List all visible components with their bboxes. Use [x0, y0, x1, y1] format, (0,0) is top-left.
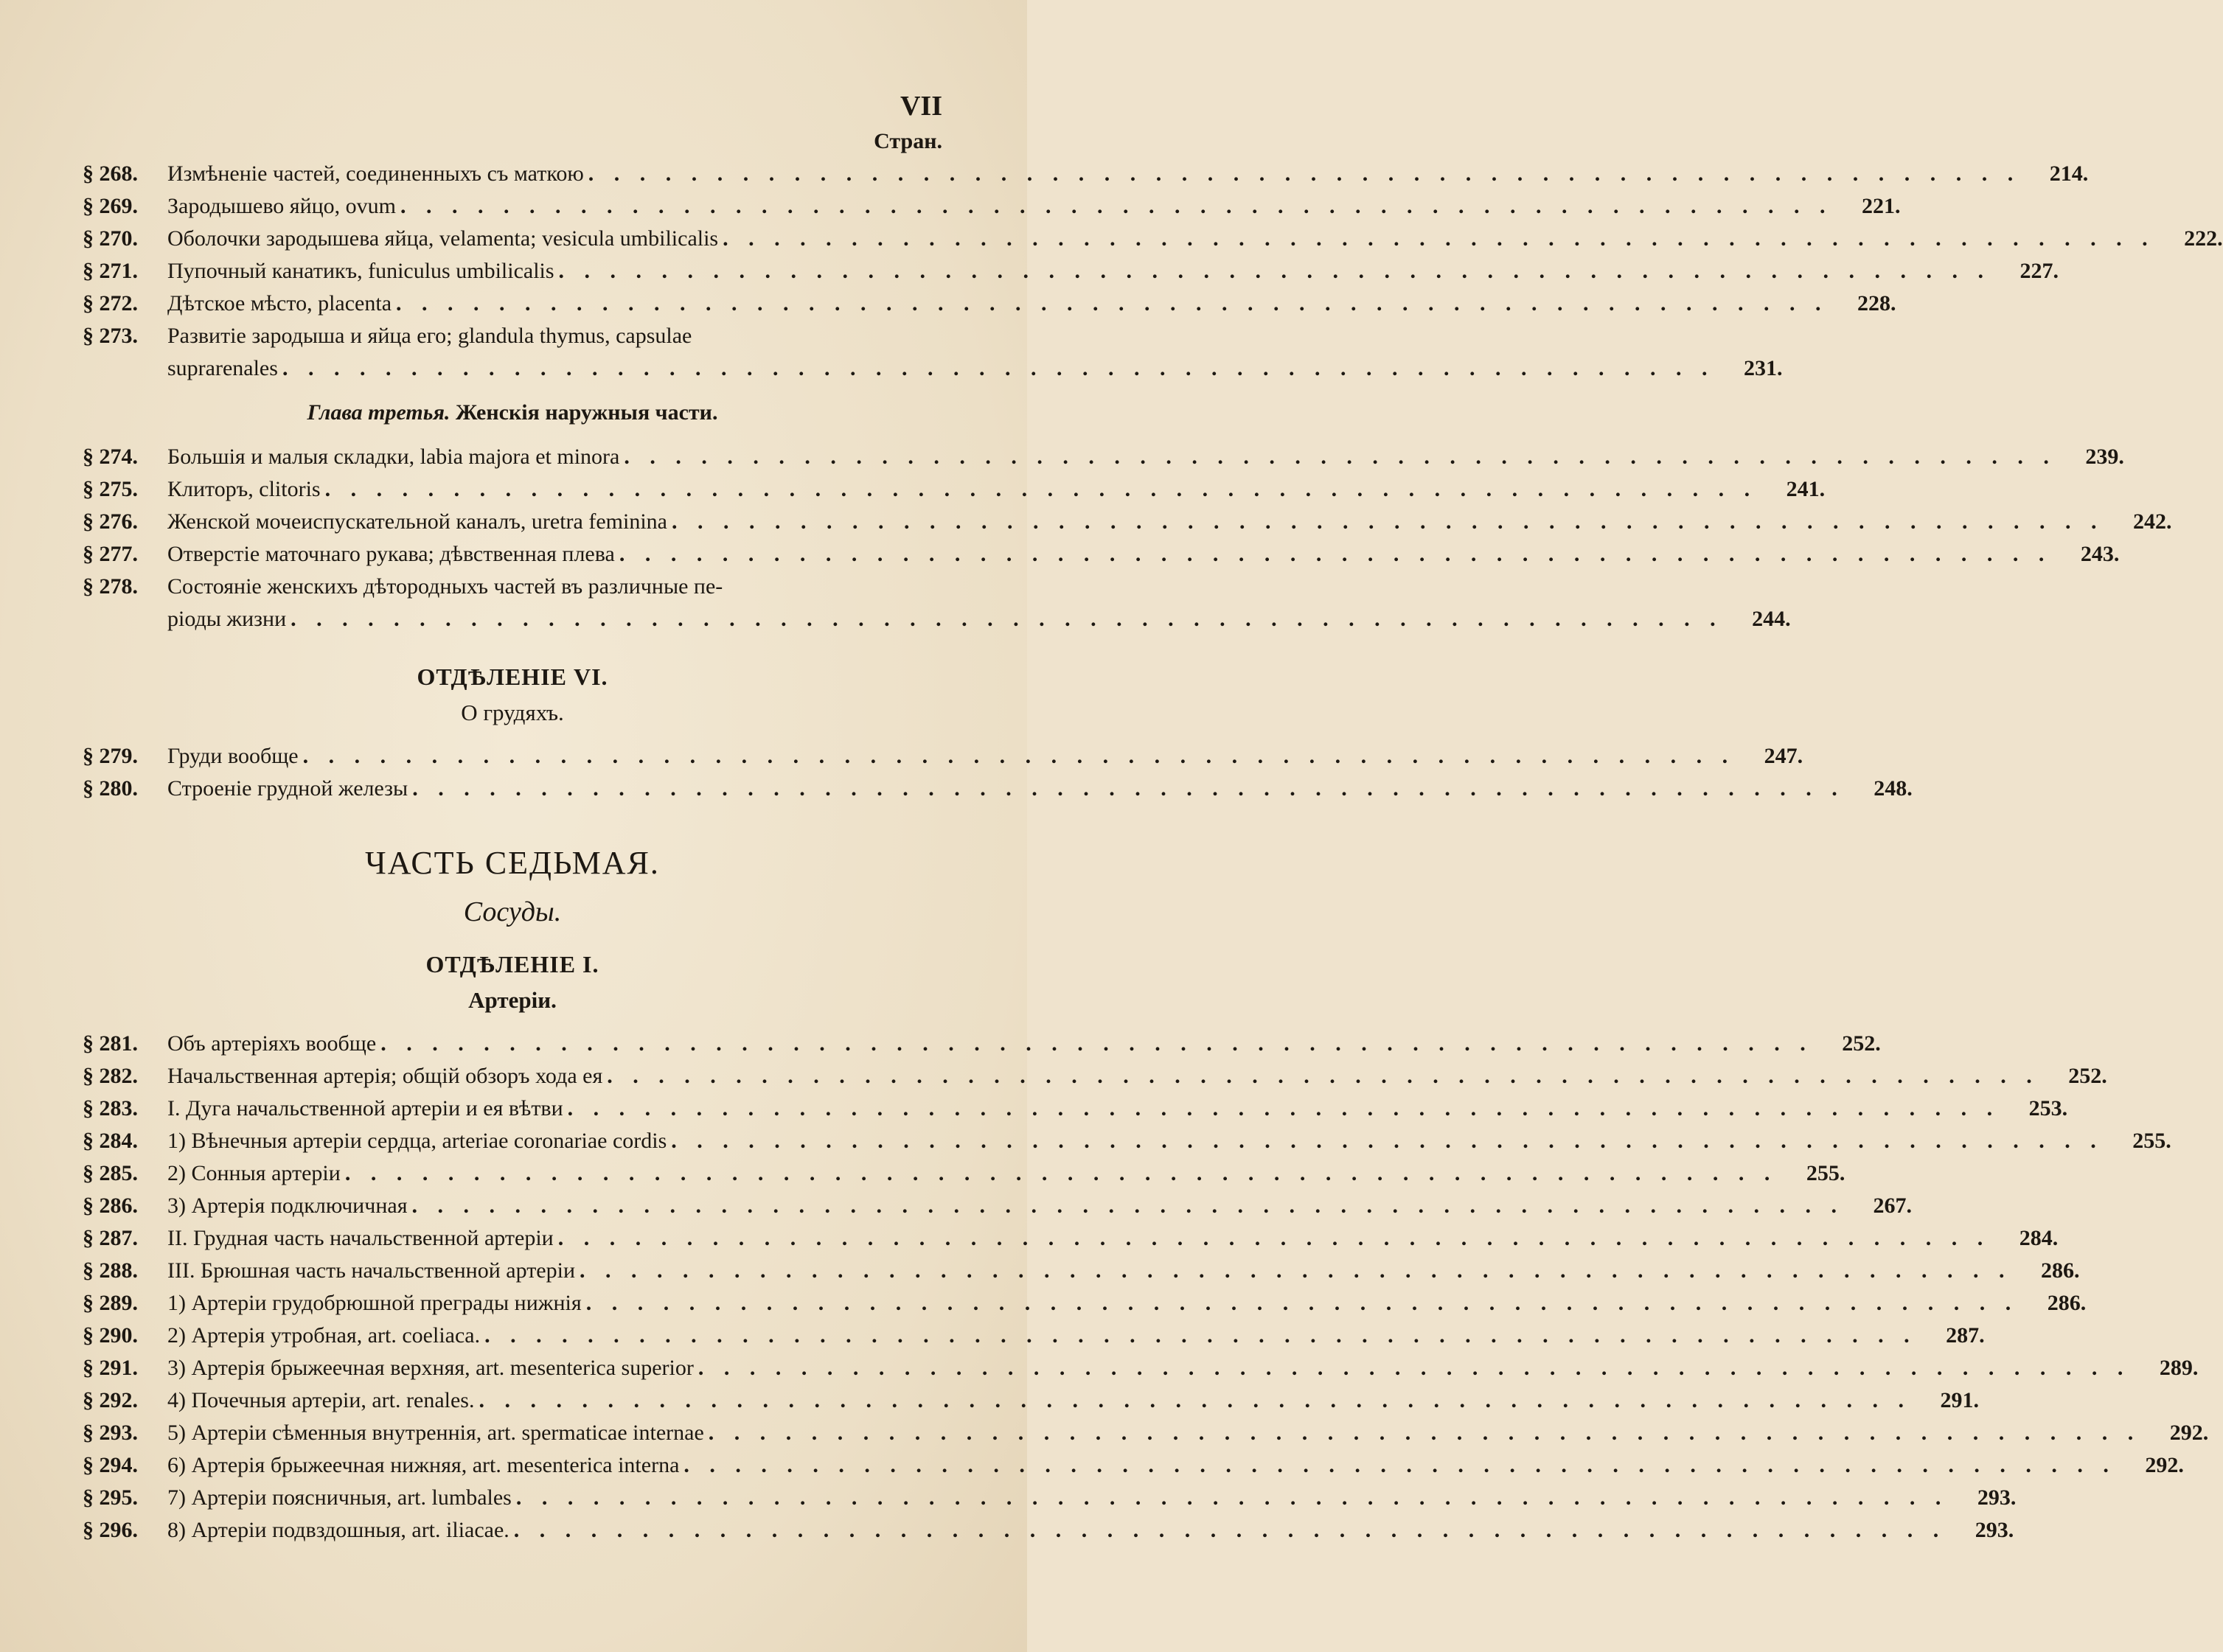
toc-entry	[83, 1222, 2059, 1255]
dot-leader	[376, 1028, 1817, 1060]
entry-page: 214.	[2049, 161, 2089, 186]
entry-page: 289.	[2159, 1356, 2199, 1380]
dot-leader	[396, 190, 1837, 223]
toc-entry	[83, 223, 2223, 255]
entry-title: Зародышево яйцо, ovum	[167, 194, 397, 218]
toc-entry	[83, 1514, 2014, 1547]
entry-title: Отверстіе маточнаго рукава; дѣвственная плева	[167, 542, 615, 566]
section-number: § 269.	[83, 194, 138, 218]
toc-entry	[83, 538, 2120, 571]
section-number: § 279.	[83, 744, 138, 768]
toc-entry	[83, 190, 1901, 223]
entry-page: 239.	[2085, 445, 2124, 469]
entry-page: 255.	[1806, 1161, 1845, 1185]
section-number: § 268.	[83, 161, 138, 186]
dot-leader	[474, 1384, 1916, 1417]
section-number: § 289.	[83, 1291, 138, 1315]
section-number: § 273.	[83, 324, 138, 348]
entry-title: Строеніе грудной железы	[167, 776, 408, 801]
entry-page: 287.	[1946, 1323, 1985, 1348]
toc-entry	[83, 320, 1783, 385]
entry-page: 286.	[2041, 1258, 2080, 1283]
entry-title: 2) Артерія утробная, art. coeliaca.	[167, 1323, 481, 1348]
dot-leader	[615, 538, 2056, 571]
toc-entry	[83, 1482, 2017, 1514]
chapter-heading	[83, 385, 942, 441]
entry-title: Дѣтское мѣсто, placenta	[167, 291, 392, 316]
toc-entry	[83, 1028, 1881, 1060]
entry-page: 243.	[2080, 542, 2120, 566]
department-subtitle-i: Артеріи.	[468, 987, 557, 1013]
entry-title: I. Дуга начальственной артеріи и ея вѣтви	[167, 1096, 563, 1120]
entry-title: 1) Вѣнечныя артеріи сердца, arteriae coronariae cordis	[167, 1129, 667, 1153]
entry-page: 252.	[1842, 1031, 1881, 1056]
section-number: § 290.	[83, 1323, 138, 1348]
page-column-label: Стран.	[874, 129, 942, 153]
toc-entry	[83, 506, 2172, 538]
section-number: § 277.	[83, 542, 138, 566]
dot-leader	[563, 1092, 2005, 1125]
section-number: § 278.	[83, 574, 138, 599]
toc-entry	[83, 158, 2089, 190]
entry-page: 244.	[1752, 607, 1791, 631]
entry-title: 8) Артеріи подвздошныя, art. iliacae.	[167, 1518, 509, 1542]
entry-title: 2) Сонныя артеріи	[167, 1161, 341, 1185]
toc-entry	[83, 1449, 2184, 1482]
dot-leader	[286, 603, 1728, 635]
entry-page: 284.	[2019, 1226, 2059, 1250]
entry-title: 1) Артеріи грудобрюшной преграды нижнія	[167, 1291, 582, 1315]
dot-leader	[341, 1157, 1782, 1190]
dot-leader	[408, 1190, 1849, 1222]
dot-leader	[554, 1222, 1995, 1255]
section-number: § 288.	[83, 1258, 138, 1283]
toc-entry	[83, 255, 2059, 287]
toc-entry	[83, 1092, 2068, 1125]
section-number: § 276.	[83, 509, 138, 534]
entry-page: 293.	[1977, 1485, 2017, 1510]
dot-leader	[392, 287, 1833, 320]
toc-entry	[83, 1417, 2209, 1449]
section-number: § 272.	[83, 291, 138, 316]
toc-list-c	[83, 740, 1913, 805]
section-number: § 271.	[83, 259, 138, 283]
entry-page: 227.	[2020, 259, 2059, 283]
toc-list-b	[83, 441, 2172, 635]
dot-leader	[667, 1125, 2108, 1157]
entry-title: Объ артеріяхъ вообще	[167, 1031, 377, 1056]
entry-title: Развитіе зародыша и яйца его; glandula thymus, capsulae	[167, 324, 692, 348]
section-number: § 294.	[83, 1453, 138, 1477]
toc-list-a	[83, 158, 2223, 385]
entry-title: 6) Артерія брыжеечная нижняя, art. mesenterica interna	[167, 1453, 680, 1477]
entry-page: 231.	[1743, 356, 1783, 380]
entry-page: 253.	[2028, 1096, 2068, 1120]
toc-list-d	[83, 1028, 2209, 1547]
section-number: § 281.	[83, 1031, 138, 1056]
toc-entry	[83, 1255, 2080, 1287]
entry-page: 293.	[1975, 1518, 2014, 1542]
section-number: § 280.	[83, 776, 138, 801]
entry-title: 3) Артерія подключичная	[167, 1193, 408, 1218]
dot-leader	[582, 1287, 2023, 1320]
section-number: § 283.	[83, 1096, 138, 1120]
chapter-title: Женскія наружныя части.	[455, 400, 718, 425]
dot-leader	[584, 158, 2025, 190]
toc-entry	[83, 1287, 2087, 1320]
entry-title: Состояніе женскихъ дѣтородныхъ частей въ различные пе-	[167, 574, 723, 599]
entry-page: 291.	[1940, 1388, 1979, 1412]
entry-page: 222.	[2184, 226, 2223, 251]
entry-page: 252.	[2068, 1064, 2107, 1088]
entry-page: 255.	[2132, 1129, 2171, 1153]
entry-page: 292.	[2169, 1421, 2209, 1445]
entry-title: 3) Артерія брыжеечная верхняя, art. mesenterica superior	[167, 1356, 694, 1380]
page-number: VII	[900, 91, 942, 122]
part-subtitle: Сосуды.	[463, 896, 562, 927]
section-number: § 296.	[83, 1518, 138, 1542]
dot-leader	[512, 1482, 1953, 1514]
section-number: § 293.	[83, 1421, 138, 1445]
department-heading-vi: ОТДѢЛЕНІЕ VI.	[417, 663, 608, 690]
entry-title: Начальственная артерія; общій обзоръ хода ея	[167, 1064, 603, 1088]
toc-entry	[83, 441, 2124, 473]
department-subtitle-vi: О грудяхъ.	[461, 700, 564, 725]
section-number: § 282.	[83, 1064, 138, 1088]
dot-leader	[602, 1060, 2044, 1092]
entry-title: Груди вообще	[167, 744, 299, 768]
section-number: § 285.	[83, 1161, 138, 1185]
entry-title: 5) Артеріи сѣменныя внутреннія, art. spermaticae internae	[167, 1421, 704, 1445]
dot-leader	[299, 740, 1740, 773]
section-number: § 286.	[83, 1193, 138, 1218]
entry-title: 4) Почечныя артеріи, art. renales.	[167, 1388, 475, 1412]
entry-title: II. Грудная часть начальственной артеріи	[167, 1226, 554, 1250]
entry-page: 286.	[2047, 1291, 2087, 1315]
entry-page: 267.	[1873, 1193, 1912, 1218]
section-number: § 270.	[83, 226, 138, 251]
entry-page: 221.	[1862, 194, 1901, 218]
entry-page: 241.	[1786, 477, 1826, 501]
entry-title: III. Брюшная часть начальственной артеріи	[167, 1258, 576, 1283]
dot-leader	[408, 773, 1849, 805]
toc-entry	[83, 773, 1913, 805]
section-number: § 287.	[83, 1226, 138, 1250]
entry-page: 242.	[2132, 509, 2172, 534]
part-heading: ЧАСТЬ СЕДЬМАЯ.	[365, 845, 660, 881]
dot-leader	[278, 352, 1719, 385]
dot-leader	[554, 255, 1996, 287]
dot-leader	[575, 1255, 2017, 1287]
entry-page: 292.	[2145, 1453, 2184, 1477]
section-number: § 292.	[83, 1388, 138, 1412]
toc-entry	[83, 1352, 2199, 1384]
dot-leader	[509, 1514, 1951, 1547]
dot-leader	[704, 1417, 2146, 1449]
department-heading-i: ОТДѢЛЕНІЕ I.	[425, 951, 599, 977]
dot-leader	[694, 1352, 2135, 1384]
entry-title: Пупочный канатикъ, funiculus umbilicalis	[167, 259, 554, 283]
section-number: § 284.	[83, 1129, 138, 1153]
toc-entry	[83, 473, 1826, 506]
section-number: § 275.	[83, 477, 138, 501]
entry-title: Женской мочеиспускательной каналъ, uretra feminina	[167, 509, 667, 534]
entry-title: Клиторъ, clitoris	[167, 477, 321, 501]
entry-title: Измѣненіе частей, соединенныхъ съ маткою	[167, 161, 584, 186]
entry-page: 247.	[1764, 744, 1803, 768]
table-of-contents	[83, 87, 2223, 1547]
entry-title: ріоды жизни	[167, 607, 287, 631]
entry-page: 228.	[1857, 291, 1896, 316]
toc-entry	[83, 1190, 1912, 1222]
section-number: § 274.	[83, 445, 138, 469]
section-number: § 295.	[83, 1485, 138, 1510]
toc-entry	[83, 287, 1896, 320]
toc-entry	[83, 740, 1803, 773]
chapter-prefix: Глава третья.	[307, 400, 450, 425]
entry-page: 248.	[1874, 776, 1913, 801]
entry-title: 7) Артеріи поясничныя, art. lumbales	[167, 1485, 512, 1510]
dot-leader	[679, 1449, 2121, 1482]
entry-title: Оболочки зародышева яйца, velamenta; vesicula umbilicalis	[167, 226, 719, 251]
dot-leader	[321, 473, 1762, 506]
entry-title: suprarenales	[167, 356, 278, 380]
dot-leader	[718, 223, 2160, 255]
toc-entry	[83, 1157, 1845, 1190]
dot-leader	[667, 506, 2109, 538]
toc-entry	[83, 571, 1791, 635]
dot-leader	[480, 1320, 1921, 1352]
section-number: § 291.	[83, 1356, 138, 1380]
toc-entry	[83, 1384, 1979, 1417]
dot-leader	[619, 441, 2061, 473]
toc-entry	[83, 1125, 2171, 1157]
toc-entry	[83, 1320, 1985, 1352]
entry-title: Большія и малыя складки, labia majora et minora	[167, 445, 620, 469]
toc-entry	[83, 1060, 2107, 1092]
